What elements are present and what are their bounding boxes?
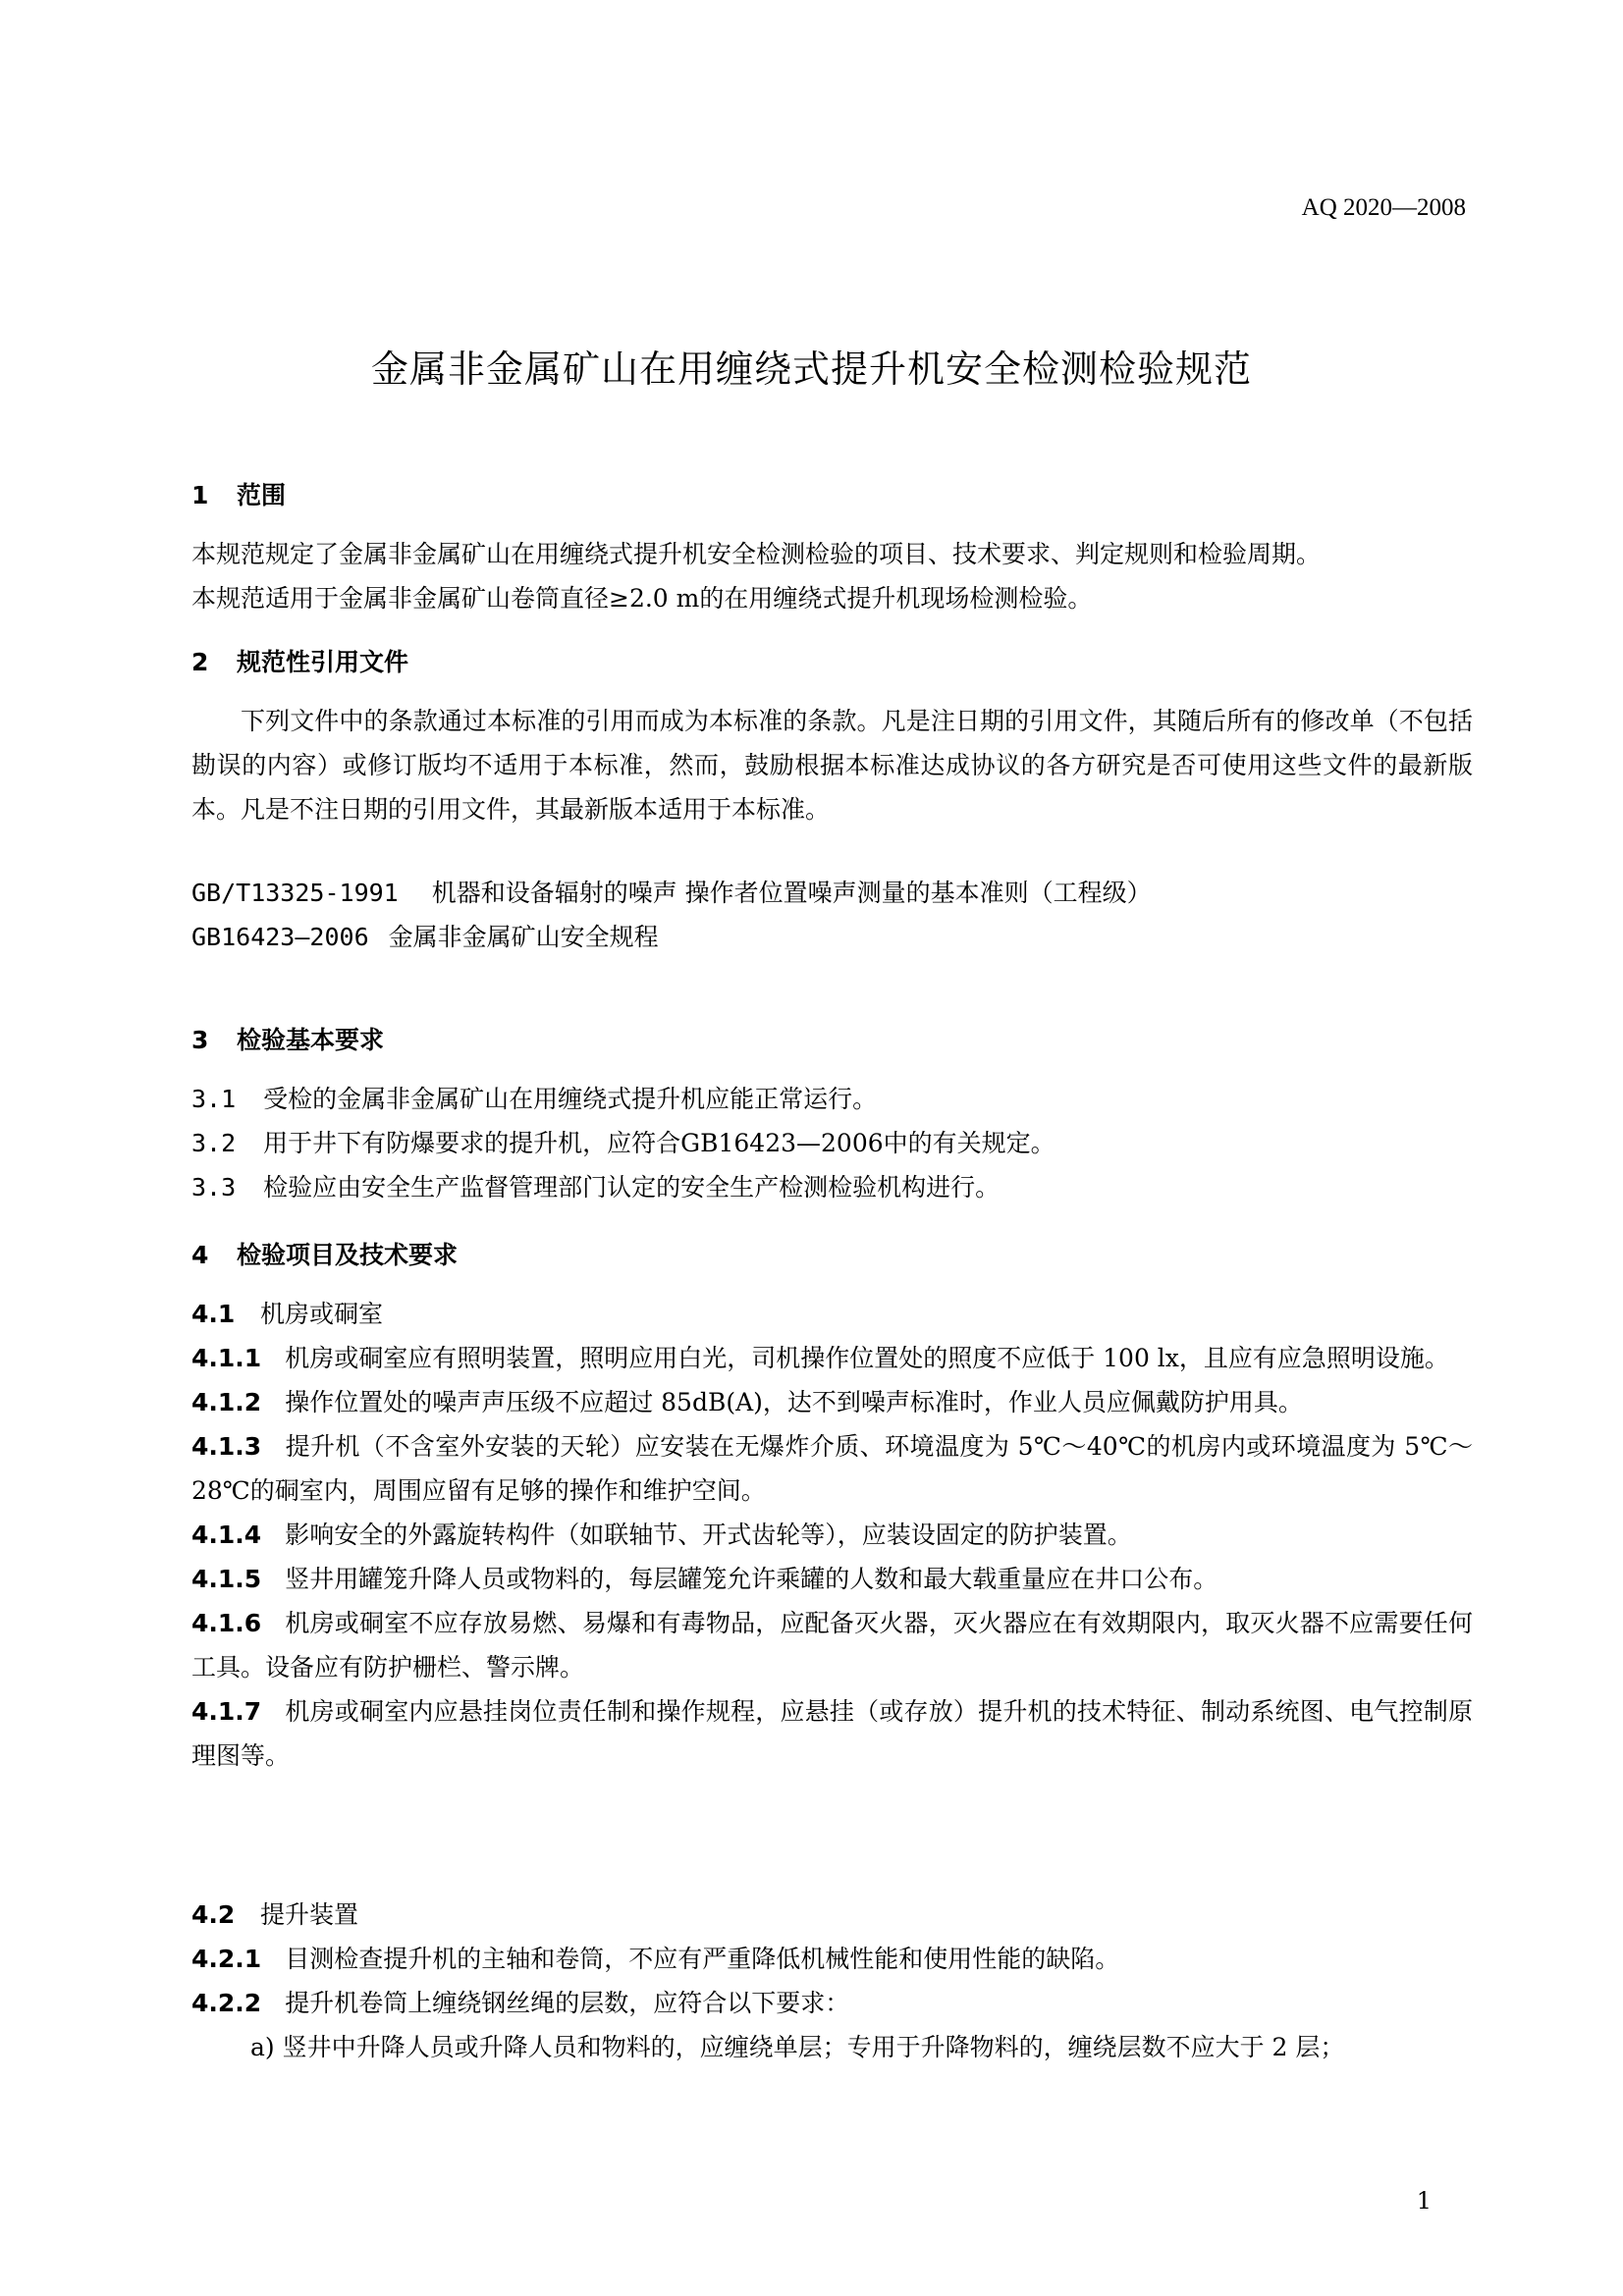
clause-text: 竖井用罐笼升降人员或物料的，每层罐笼允许乘罐的人数和最大载重量应在井口公布。 (285, 1565, 1218, 1593)
section-3-items (191, 1077, 1473, 1209)
reference-title: 金属非金属矿山安全规程 (388, 923, 659, 951)
standard-code: AQ 2020—2008 (1301, 194, 1466, 221)
subsection-title: 提升装置 (260, 1900, 359, 1929)
clause-item (191, 1165, 1473, 1209)
clause-number: 4.2.1 (191, 1945, 262, 1973)
section-number: 1 (191, 481, 209, 509)
section-4-heading (191, 1233, 1473, 1277)
clause-number: 4.1.6 (191, 1609, 262, 1637)
clause-number: 3.2 (191, 1129, 237, 1157)
section-title: 检验项目及技术要求 (237, 1241, 459, 1269)
clause-number: 4.1.5 (191, 1565, 262, 1593)
clause-number: 4.1.1 (191, 1344, 262, 1372)
clause-number: 4.1.3 (191, 1432, 262, 1461)
normative-references (191, 871, 1473, 959)
clause-text: 操作位置处的噪声声压级不应超过 85dB(A)，达不到噪声标准时，作业人员应佩戴防护用具。 (285, 1388, 1303, 1416)
clause-text: 受检的金属非金属矿山在用缠绕式提升机应能正常运行。 (263, 1085, 878, 1113)
clause-item (191, 1937, 1473, 1981)
clause-item (191, 1689, 1473, 1778)
page-number: 1 (1416, 2187, 1432, 2215)
clause-text: 用于井下有防爆要求的提升机，应符合GB16423—2006中的有关规定。 (263, 1129, 1055, 1157)
section-3-heading (191, 1018, 1473, 1062)
reference-item (191, 871, 1473, 915)
clause-number: 4.2.2 (191, 1989, 262, 2017)
clause-number: 3.1 (191, 1085, 237, 1113)
clause-text: 机房或硐室内应悬挂岗位责任制和操作规程，应悬挂（或存放）提升机的技术特征、制动系统图、电气控制原理图等。 (191, 1697, 1473, 1770)
section-2-heading (191, 640, 1473, 684)
clause-number: 3.3 (191, 1173, 237, 1201)
section-number: 2 (191, 648, 209, 676)
section-number: 4 (191, 1241, 209, 1269)
subsection-4-1-heading (191, 1292, 1473, 1336)
section-title: 规范性引用文件 (237, 648, 409, 676)
list-item-a: a) 竖井中升降人员或升降人员和物料的，应缠绕单层；专用于升降物料的，缠绕层数不应大于 2 层； (250, 2033, 1345, 2061)
paragraph: 下列文件中的条款通过本标准的引用而成为本标准的条款。凡是注日期的引用文件，其随后所有的修改单（不包括勘误的内容）或修订版均不适用于本标准，然而，鼓励根据本标准达成协议的各方研究是否可使用这些文件的最新版本。凡是不注日期的引用文件，其最新版本适用于本标准。 (191, 707, 1473, 824)
clause-number: 4.1.7 (191, 1697, 262, 1726)
clause-item (191, 1380, 1473, 1424)
section-1-body (191, 532, 1473, 620)
subsection-number: 4.1 (191, 1300, 236, 1328)
clause-text: 检验应由安全生产监督管理部门认定的安全生产检测检验机构进行。 (263, 1173, 1001, 1201)
clause-item (191, 1077, 1473, 1121)
reference-item (191, 915, 1473, 959)
clause-number: 4.1.4 (191, 1521, 262, 1549)
clause-item (191, 1601, 1473, 1689)
reference-code: GB16423—2006 (191, 923, 369, 951)
clause-item (191, 1424, 1473, 1513)
subsection-4-2-items (191, 1937, 1473, 2069)
clause-item (191, 1513, 1473, 1557)
reference-title: 机器和设备辐射的噪声 操作者位置噪声测量的基本准则（工程级） (431, 879, 1152, 907)
clause-text: 提升机（不含室外安装的天轮）应安装在无爆炸介质、环境温度为 5℃～40℃的机房内或环境温度为 5℃～28℃的硐室内，周围应留有足够的操作和维护空间。 (191, 1432, 1473, 1505)
section-number: 3 (191, 1026, 209, 1054)
clause-number: 4.1.2 (191, 1388, 262, 1416)
paragraph-line: 本规范适用于金属非金属矿山卷筒直径≥2.0 m的在用缠绕式提升机现场检测检验。 (191, 584, 1093, 613)
clause-text: 机房或硐室应有照明装置，照明应用白光，司机操作位置处的照度不应低于 100 lx，且应有应急照明设施。 (285, 1344, 1449, 1372)
clause-text: 影响安全的外露旋转构件（如联轴节、开式齿轮等），应装设固定的防护装置。 (285, 1521, 1132, 1549)
clause-item (191, 1336, 1473, 1380)
section-1-heading (191, 473, 1473, 517)
reference-code: GB/T13325-1991 (191, 879, 399, 907)
clause-text: 目测检查提升机的主轴和卷筒，不应有严重降低机械性能和使用性能的缺陷。 (285, 1945, 1120, 1973)
clause-text: 提升机卷筒上缠绕钢丝绳的层数，应符合以下要求： (285, 1989, 850, 2017)
section-title: 范围 (237, 481, 287, 509)
paragraph-line: 本规范规定了金属非金属矿山在用缠绕式提升机安全检测检验的项目、技术要求、判定规则和检验周期。 (191, 540, 1322, 568)
section-title: 检验基本要求 (237, 1026, 385, 1054)
clause-item (191, 1981, 1473, 2025)
subsection-number: 4.2 (191, 1900, 236, 1929)
clause-item (191, 1557, 1473, 1601)
clause-item (191, 1121, 1473, 1165)
subsection-4-2-heading (191, 1893, 1473, 1937)
section-2-paragraph (191, 699, 1473, 831)
subsection-4-1-items (191, 1336, 1473, 1778)
subsection-title: 机房或硐室 (260, 1300, 384, 1328)
clause-text: 机房或硐室不应存放易燃、易爆和有毒物品，应配备灭火器，灭火器应在有效期限内，取灭火器不应需要任何工具。设备应有防护栅栏、警示牌。 (191, 1609, 1473, 1682)
document-title: 金属非金属矿山在用缠绕式提升机安全检测检验规范 (370, 347, 1252, 391)
